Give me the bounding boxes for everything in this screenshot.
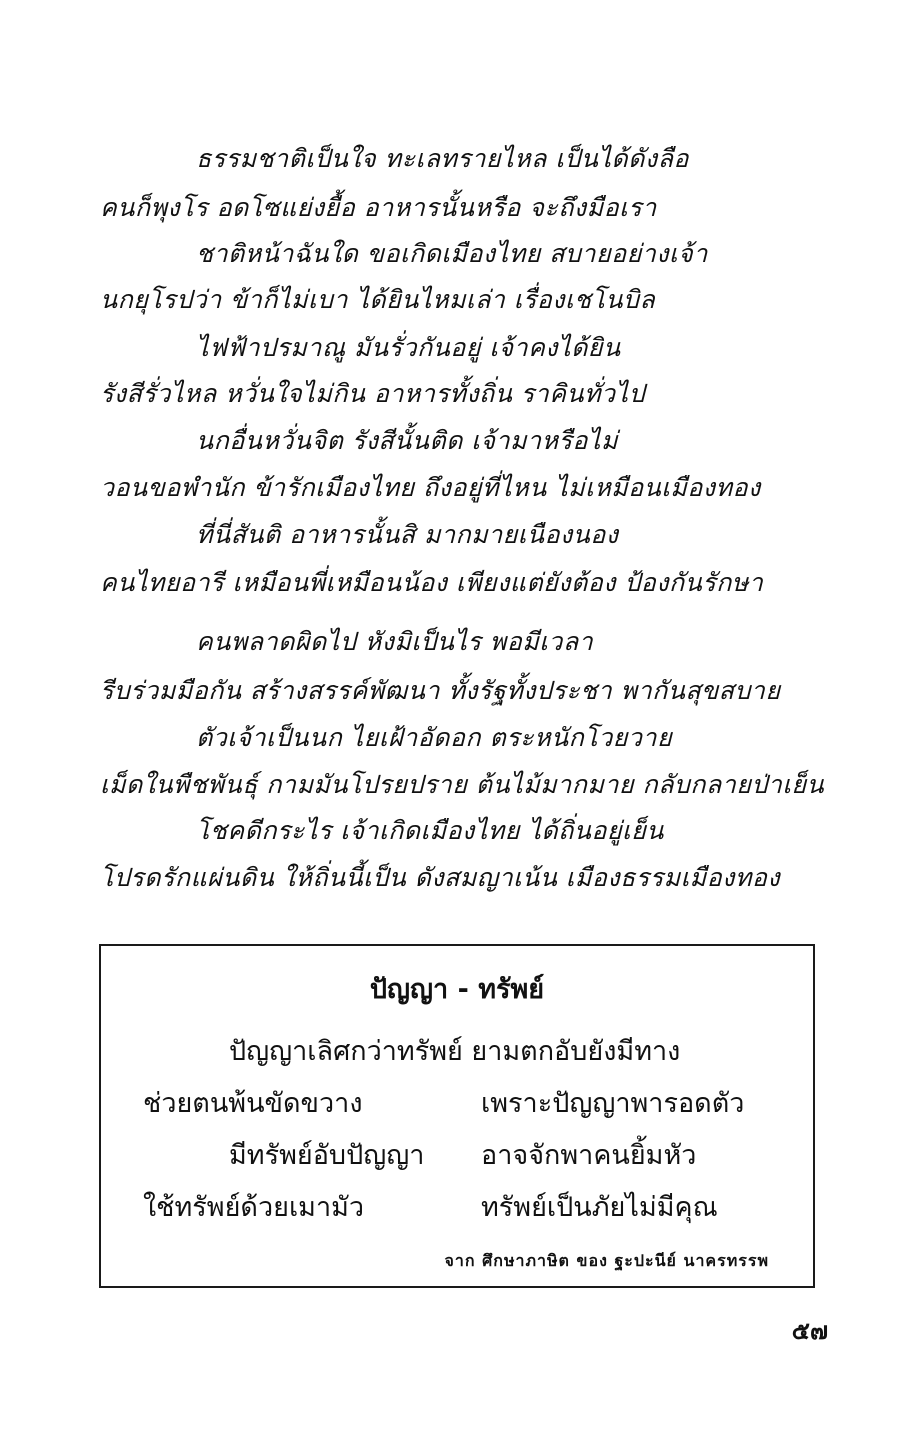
poem-line: คนไทยอารี เหมือนพี่เหมือนน้อง เพียงแต่ยังต้อง ป้องกันรักษา — [100, 568, 764, 597]
proverb-verse: เพราะปัญญาพารอดตัว — [481, 1088, 745, 1119]
proverb-verse: ใช้ทรัพย์ด้วยเมามัว — [143, 1192, 365, 1223]
proverb-verse: ทรัพย์เป็นภัยไม่มีคุณ — [481, 1192, 718, 1223]
poem-line: รีบร่วมมือกัน สร้างสรรค์พัฒนา ทั้งรัฐทั้งประชา พากันสุขสบาย — [100, 676, 781, 705]
poem-line: ธรรมชาติเป็นใจ ทะเลทรายไหล เป็นได้ดังลือ — [196, 144, 689, 173]
poem-line: โปรดรักแผ่นดิน ให้ถิ่นนี้เป็น ดังสมญาเน้น เมืองธรรมเมืองทอง — [100, 863, 781, 892]
proverb-box — [99, 944, 815, 1288]
poem-line: คนก็พุงโร อดโซแย่งยื้อ อาหารนั้นหรือ จะถึงมือเรา — [100, 193, 657, 222]
proverb-verse: ช่วยตนพ้นขัดขวาง — [143, 1088, 363, 1119]
poem-line: วอนขอพำนัก ข้ารักเมืองไทย ถึงอยู่ที่ไหน ไม่เหมือนเมืองทอง — [100, 473, 761, 502]
poem-line: นกอื่นหวั่นจิต รังสีนั้นติด เจ้ามาหรือไม่ — [196, 426, 618, 455]
poem-line: ไฟฟ้าปรมาณู มันรั่วกันอยู่ เจ้าคงได้ยิน — [196, 333, 621, 362]
poem-line: ที่นี่สันติ อาหารนั้นสิ มากมายเนืองนอง — [196, 520, 619, 549]
proverb-verse: มีทรัพย์อับปัญญา — [229, 1140, 425, 1171]
proverb-title: ปัญญา - ทรัพย์ — [369, 974, 545, 1005]
proverb-verse: ปัญญาเลิศกว่าทรัพย์ ยามตกอับยังมีทาง — [229, 1036, 681, 1067]
poem-line: รังสีรั่วไหล หวั่นใจไม่กิน อาหารทั้งถิ่น ราคินทั่วไป — [100, 379, 645, 408]
poem-line: คนพลาดผิดไป หังมิเป็นไร พอมีเวลา — [196, 627, 594, 656]
poem-line: เม็ดในพืชพันธุ์ กามมันโปรยปราย ต้นไม้มากมาย กลับกลายป่าเย็น — [100, 770, 825, 799]
poem-line: โชคดีกระไร เจ้าเกิดเมืองไทย ได้ถิ่นอยู่เย็น — [196, 816, 664, 845]
poem-line: ตัวเจ้าเป็นนก ไยเฝ้าอัดอก ตระหนักโวยวาย — [196, 723, 673, 752]
poem-line: นกยุโรปว่า ข้าก็ไม่เบา ได้ยินไหมเล่า เรื่องเชโนบิล — [100, 285, 656, 314]
proverb-credit: จาก ศึกษาภาษิต ของ ฐะปะนีย์ นาครทรรพ — [444, 1251, 769, 1270]
proverb-verse: อาจจักพาคนยิ้มหัว — [481, 1140, 697, 1171]
poem-line: ชาติหน้าฉันใด ขอเกิดเมืองไทย สบายอย่างเจ้า — [196, 239, 708, 268]
page-number: ๕๗ — [791, 1317, 828, 1345]
